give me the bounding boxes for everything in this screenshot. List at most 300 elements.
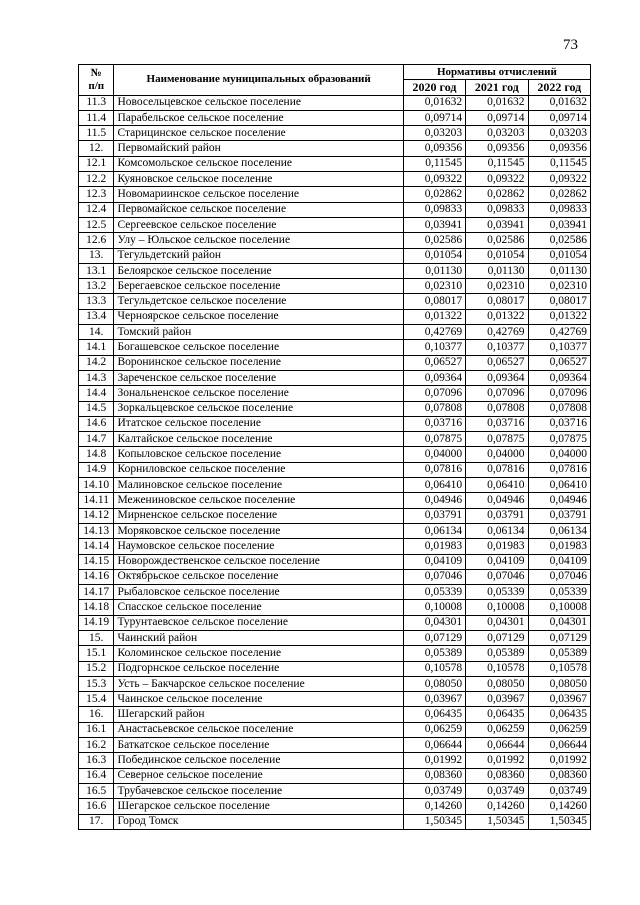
value-2022: 0,01054: [528, 248, 590, 263]
row-number: 13.2: [79, 279, 114, 294]
value-2021: 0,05389: [466, 646, 528, 661]
row-number: 16.6: [79, 799, 114, 814]
row-number: 13.: [79, 248, 114, 263]
value-2022: 0,02862: [528, 187, 590, 202]
table-row: [79, 646, 591, 661]
table-row: [79, 233, 591, 248]
value-2022: 0,42769: [528, 325, 590, 340]
value-2020: 0,10578: [403, 661, 465, 676]
row-number: 13.3: [79, 294, 114, 309]
value-2020: 0,08050: [403, 676, 465, 691]
value-2022: 0,05339: [528, 585, 590, 600]
table-row: [79, 462, 591, 477]
value-2021: 0,03941: [466, 217, 528, 232]
value-2021: 0,07808: [466, 401, 528, 416]
table-row: [79, 753, 591, 768]
value-2020: 0,04000: [403, 447, 465, 462]
value-2020: 0,09356: [403, 141, 465, 156]
value-2020: 1,50345: [403, 814, 465, 829]
table-row: [79, 202, 591, 217]
value-2021: 1,50345: [466, 814, 528, 829]
row-number: 14.15: [79, 554, 114, 569]
row-number: 15.3: [79, 676, 114, 691]
table-row: [79, 187, 591, 202]
row-number: 12.1: [79, 156, 114, 171]
value-2020: 0,04301: [403, 615, 465, 630]
row-number: 15.2: [79, 661, 114, 676]
municipality-name: Новомариинское сельское поселение: [114, 187, 403, 202]
municipality-name: Воронинское сельское поселение: [114, 355, 403, 370]
municipality-name: Белоярское сельское поселение: [114, 263, 403, 278]
municipality-name: Тегульдетское сельское поселение: [114, 294, 403, 309]
row-number: 14.19: [79, 615, 114, 630]
value-2022: 0,01983: [528, 539, 590, 554]
value-2021: 0,14260: [466, 799, 528, 814]
row-number: 14.14: [79, 539, 114, 554]
municipality-name: Куяновское сельское поселение: [114, 172, 403, 187]
row-number: 14.4: [79, 386, 114, 401]
row-number: 11.4: [79, 110, 114, 125]
value-2021: 0,09356: [466, 141, 528, 156]
value-2022: 0,07129: [528, 630, 590, 645]
municipality-name: Моряковское сельское поселение: [114, 523, 403, 538]
value-2020: 0,07816: [403, 462, 465, 477]
table-row: [79, 263, 591, 278]
municipality-name: Чаинское сельское поселение: [114, 692, 403, 707]
table-row: [79, 799, 591, 814]
header-standards-group: Нормативы отчислений: [403, 65, 590, 80]
value-2021: 0,06134: [466, 523, 528, 538]
value-2020: 0,07129: [403, 630, 465, 645]
municipality-name: Парабельское сельское поселение: [114, 110, 403, 125]
value-2022: 0,09322: [528, 172, 590, 187]
table-row: [79, 738, 591, 753]
value-2020: 0,05389: [403, 646, 465, 661]
municipality-name: Побединское сельское поселение: [114, 753, 403, 768]
value-2021: 0,10008: [466, 600, 528, 615]
row-number: 14.7: [79, 432, 114, 447]
row-number: 12.6: [79, 233, 114, 248]
value-2022: 0,07808: [528, 401, 590, 416]
table-row: [79, 707, 591, 722]
value-2021: 0,11545: [466, 156, 528, 171]
table-row: [79, 95, 591, 110]
row-number: 16.2: [79, 738, 114, 753]
row-number: 14.18: [79, 600, 114, 615]
municipality-name: Межениновское сельское поселение: [114, 493, 403, 508]
value-2021: 0,06644: [466, 738, 528, 753]
table-row: [79, 722, 591, 737]
value-2021: 0,10377: [466, 340, 528, 355]
value-2022: 0,01632: [528, 95, 590, 110]
row-number: 14.: [79, 325, 114, 340]
value-2021: 0,01632: [466, 95, 528, 110]
row-number: 16.1: [79, 722, 114, 737]
row-number: 15.1: [79, 646, 114, 661]
value-2020: 0,08360: [403, 768, 465, 783]
row-number: 13.4: [79, 309, 114, 324]
municipality-name: Анастасьевское сельское поселение: [114, 722, 403, 737]
table-row: [79, 783, 591, 798]
header-name-column: Наименование муниципальных образований: [114, 65, 403, 96]
value-2020: 0,06435: [403, 707, 465, 722]
table-row: [79, 279, 591, 294]
value-2022: 0,14260: [528, 799, 590, 814]
value-2020: 0,10377: [403, 340, 465, 355]
value-2021: 0,42769: [466, 325, 528, 340]
value-2020: 0,07875: [403, 432, 465, 447]
value-2021: 0,07875: [466, 432, 528, 447]
value-2020: 0,05339: [403, 585, 465, 600]
table-row: [79, 447, 591, 462]
value-2022: 0,06410: [528, 478, 590, 493]
value-2021: 0,05339: [466, 585, 528, 600]
value-2021: 0,07046: [466, 569, 528, 584]
value-2020: 0,07046: [403, 569, 465, 584]
value-2020: 0,06259: [403, 722, 465, 737]
row-number: 14.17: [79, 585, 114, 600]
value-2021: 0,10578: [466, 661, 528, 676]
value-2022: 0,03791: [528, 508, 590, 523]
value-2020: 0,08017: [403, 294, 465, 309]
row-number: 12.5: [79, 217, 114, 232]
municipality-name: Комсомольское сельское поселение: [114, 156, 403, 171]
row-number: 14.11: [79, 493, 114, 508]
row-number: 14.10: [79, 478, 114, 493]
row-number: 16.3: [79, 753, 114, 768]
value-2020: 0,01130: [403, 263, 465, 278]
municipality-name: Шегарское сельское поселение: [114, 799, 403, 814]
municipality-name: Томский район: [114, 325, 403, 340]
value-2022: 0,02310: [528, 279, 590, 294]
table-row: [79, 386, 591, 401]
value-2021: 0,08017: [466, 294, 528, 309]
value-2022: 0,07096: [528, 386, 590, 401]
row-number: 16.4: [79, 768, 114, 783]
row-number: 11.3: [79, 95, 114, 110]
value-2022: 0,10578: [528, 661, 590, 676]
value-2020: 0,06527: [403, 355, 465, 370]
row-number: 14.16: [79, 569, 114, 584]
municipality-name: Богашевское сельское поселение: [114, 340, 403, 355]
municipality-name: Корниловское сельское поселение: [114, 462, 403, 477]
row-number: 14.8: [79, 447, 114, 462]
municipality-name: Усть – Бакчарское сельское поселение: [114, 676, 403, 691]
value-2022: 0,01130: [528, 263, 590, 278]
value-2021: 0,02862: [466, 187, 528, 202]
value-2021: 0,06410: [466, 478, 528, 493]
value-2022: 0,11545: [528, 156, 590, 171]
value-2022: 0,09714: [528, 110, 590, 125]
value-2021: 0,03716: [466, 416, 528, 431]
value-2022: 0,08360: [528, 768, 590, 783]
table-row: [79, 661, 591, 676]
value-2021: 0,01054: [466, 248, 528, 263]
value-2021: 0,04301: [466, 615, 528, 630]
municipality-name: Первомайское сельское поселение: [114, 202, 403, 217]
table-row: [79, 554, 591, 569]
value-2022: 0,02586: [528, 233, 590, 248]
value-2020: 0,06134: [403, 523, 465, 538]
table-row: [79, 676, 591, 691]
municipality-name: Итатское сельское поселение: [114, 416, 403, 431]
header-year-2022: 2022 год: [528, 80, 590, 95]
value-2022: 0,06527: [528, 355, 590, 370]
municipality-name: Сергеевское сельское поселение: [114, 217, 403, 232]
value-2021: 0,06435: [466, 707, 528, 722]
row-number: 13.1: [79, 263, 114, 278]
value-2022: 0,03967: [528, 692, 590, 707]
value-2020: 0,11545: [403, 156, 465, 171]
row-number: 14.3: [79, 370, 114, 385]
table-row: [79, 768, 591, 783]
value-2020: 0,03791: [403, 508, 465, 523]
value-2020: 0,01632: [403, 95, 465, 110]
municipality-name: Шегарский район: [114, 707, 403, 722]
table-row: [79, 600, 591, 615]
value-2020: 0,03967: [403, 692, 465, 707]
row-number: 16.5: [79, 783, 114, 798]
table-row: [79, 585, 591, 600]
row-number: 15.: [79, 630, 114, 645]
row-number: 16.: [79, 707, 114, 722]
municipality-name: Новорождественское сельское поселение: [114, 554, 403, 569]
municipality-name: Рыбаловское сельское поселение: [114, 585, 403, 600]
value-2020: 0,02310: [403, 279, 465, 294]
municipality-name: Малиновское сельское поселение: [114, 478, 403, 493]
table-row: [79, 325, 591, 340]
value-2021: 0,07096: [466, 386, 528, 401]
value-2022: 0,06259: [528, 722, 590, 737]
value-2020: 0,04946: [403, 493, 465, 508]
value-2022: 0,09356: [528, 141, 590, 156]
header-number-abbrev: п/п: [88, 79, 105, 92]
municipality-name: Калтайское сельское поселение: [114, 432, 403, 447]
value-2021: 0,04000: [466, 447, 528, 462]
table-row: [79, 248, 591, 263]
municipality-name: Северное сельское поселение: [114, 768, 403, 783]
value-2022: 0,04946: [528, 493, 590, 508]
value-2020: 0,09364: [403, 370, 465, 385]
table-row: [79, 416, 591, 431]
table-row: [79, 539, 591, 554]
municipality-name: Зоркальцевское сельское поселение: [114, 401, 403, 416]
value-2021: 0,08360: [466, 768, 528, 783]
value-2021: 0,04109: [466, 554, 528, 569]
value-2021: 0,03203: [466, 126, 528, 141]
value-2021: 0,02310: [466, 279, 528, 294]
row-number: 14.9: [79, 462, 114, 477]
row-number: 12.2: [79, 172, 114, 187]
value-2021: 0,01992: [466, 753, 528, 768]
value-2020: 0,03749: [403, 783, 465, 798]
table-row: [79, 172, 591, 187]
row-number: 14.6: [79, 416, 114, 431]
value-2022: 0,08050: [528, 676, 590, 691]
municipality-name: Первомайский район: [114, 141, 403, 156]
value-2022: 0,03716: [528, 416, 590, 431]
value-2021: 0,06527: [466, 355, 528, 370]
value-2021: 0,02586: [466, 233, 528, 248]
municipality-name: Улу – Юльское сельское поселение: [114, 233, 403, 248]
value-2020: 0,42769: [403, 325, 465, 340]
row-number: 17.: [79, 814, 114, 829]
value-2022: 1,50345: [528, 814, 590, 829]
value-2022: 0,07046: [528, 569, 590, 584]
table-row: [79, 355, 591, 370]
table-row: [79, 126, 591, 141]
value-2022: 0,03749: [528, 783, 590, 798]
table-row: [79, 156, 591, 171]
value-2022: 0,09833: [528, 202, 590, 217]
row-number: 14.12: [79, 508, 114, 523]
municipality-name: Турунтаевское сельское поселение: [114, 615, 403, 630]
table-row: [79, 569, 591, 584]
row-number: 14.2: [79, 355, 114, 370]
value-2022: 0,10008: [528, 600, 590, 615]
table-row: [79, 370, 591, 385]
municipality-name: Подгорнское сельское поселение: [114, 661, 403, 676]
value-2020: 0,03716: [403, 416, 465, 431]
table-row: [79, 493, 591, 508]
value-2021: 0,08050: [466, 676, 528, 691]
value-2020: 0,03941: [403, 217, 465, 232]
value-2022: 0,04000: [528, 447, 590, 462]
value-2022: 0,04109: [528, 554, 590, 569]
value-2020: 0,09833: [403, 202, 465, 217]
value-2021: 0,03967: [466, 692, 528, 707]
value-2021: 0,07816: [466, 462, 528, 477]
value-2020: 0,01322: [403, 309, 465, 324]
municipality-name: Наумовское сельское поселение: [114, 539, 403, 554]
value-2020: 0,10008: [403, 600, 465, 615]
table-row: [79, 401, 591, 416]
value-2021: 0,06259: [466, 722, 528, 737]
municipality-name: Старицинское сельское поселение: [114, 126, 403, 141]
table-row: [79, 141, 591, 156]
value-2022: 0,07875: [528, 432, 590, 447]
value-2021: 0,07129: [466, 630, 528, 645]
row-number: 12.3: [79, 187, 114, 202]
row-number: 12.: [79, 141, 114, 156]
value-2022: 0,01322: [528, 309, 590, 324]
municipality-name: Черноярское сельское поселение: [114, 309, 403, 324]
value-2022: 0,08017: [528, 294, 590, 309]
value-2021: 0,01130: [466, 263, 528, 278]
municipality-name: Трубачевское сельское поселение: [114, 783, 403, 798]
table-row: [79, 692, 591, 707]
value-2021: 0,01983: [466, 539, 528, 554]
value-2022: 0,05389: [528, 646, 590, 661]
value-2020: 0,01054: [403, 248, 465, 263]
value-2021: 0,09714: [466, 110, 528, 125]
municipality-name: Коломинское сельское поселение: [114, 646, 403, 661]
table-row: [79, 814, 591, 829]
table-row: [79, 478, 591, 493]
municipality-name: Город Томск: [114, 814, 403, 829]
municipality-name: Копыловское сельское поселение: [114, 447, 403, 462]
value-2021: 0,09364: [466, 370, 528, 385]
header-number-symbol: №: [90, 66, 102, 79]
value-2022: 0,03941: [528, 217, 590, 232]
value-2020: 0,01992: [403, 753, 465, 768]
value-2022: 0,10377: [528, 340, 590, 355]
value-2020: 0,14260: [403, 799, 465, 814]
table-row: [79, 309, 591, 324]
table-row: [79, 294, 591, 309]
row-number: 15.4: [79, 692, 114, 707]
municipality-name: Зональненское сельское поселение: [114, 386, 403, 401]
row-number: 12.4: [79, 202, 114, 217]
value-2020: 0,06410: [403, 478, 465, 493]
value-2020: 0,09322: [403, 172, 465, 187]
row-number: 14.5: [79, 401, 114, 416]
municipality-name: Баткатское сельское поселение: [114, 738, 403, 753]
table-row: [79, 340, 591, 355]
value-2022: 0,09364: [528, 370, 590, 385]
value-2021: 0,01322: [466, 309, 528, 324]
table-body: [79, 95, 591, 829]
value-2022: 0,06644: [528, 738, 590, 753]
value-2021: 0,03749: [466, 783, 528, 798]
table-row: [79, 630, 591, 645]
value-2021: 0,09322: [466, 172, 528, 187]
header-year-2021: 2021 год: [466, 80, 528, 95]
value-2022: 0,04301: [528, 615, 590, 630]
value-2022: 0,03203: [528, 126, 590, 141]
table-row: [79, 217, 591, 232]
value-2020: 0,04109: [403, 554, 465, 569]
municipality-name: Чаинский район: [114, 630, 403, 645]
table-header: [79, 65, 591, 96]
standards-table: [78, 64, 591, 830]
municipality-name: Берегаевское сельское поселение: [114, 279, 403, 294]
page-number: 73: [563, 37, 578, 53]
municipality-name: Спасское сельское поселение: [114, 600, 403, 615]
header-year-2020: 2020 год: [403, 80, 465, 95]
value-2020: 0,03203: [403, 126, 465, 141]
municipality-name: Тегульдетский район: [114, 248, 403, 263]
value-2022: 0,06435: [528, 707, 590, 722]
table-row: [79, 432, 591, 447]
value-2021: 0,04946: [466, 493, 528, 508]
municipality-name: Новосельцевское сельское поселение: [114, 95, 403, 110]
header-number-column: [79, 65, 114, 96]
municipality-name: Мирненское сельское поселение: [114, 508, 403, 523]
row-number: 14.13: [79, 523, 114, 538]
table-row: [79, 523, 591, 538]
value-2022: 0,07816: [528, 462, 590, 477]
row-number: 14.1: [79, 340, 114, 355]
table-row: [79, 110, 591, 125]
value-2020: 0,02586: [403, 233, 465, 248]
value-2021: 0,03791: [466, 508, 528, 523]
municipality-name: Зареченское сельское поселение: [114, 370, 403, 385]
value-2022: 0,06134: [528, 523, 590, 538]
value-2020: 0,02862: [403, 187, 465, 202]
value-2022: 0,01992: [528, 753, 590, 768]
value-2020: 0,07096: [403, 386, 465, 401]
table-row: [79, 615, 591, 630]
value-2020: 0,01983: [403, 539, 465, 554]
value-2021: 0,09833: [466, 202, 528, 217]
row-number: 11.5: [79, 126, 114, 141]
value-2020: 0,06644: [403, 738, 465, 753]
value-2020: 0,07808: [403, 401, 465, 416]
value-2020: 0,09714: [403, 110, 465, 125]
municipality-name: Октябрьское сельское поселение: [114, 569, 403, 584]
table-row: [79, 508, 591, 523]
